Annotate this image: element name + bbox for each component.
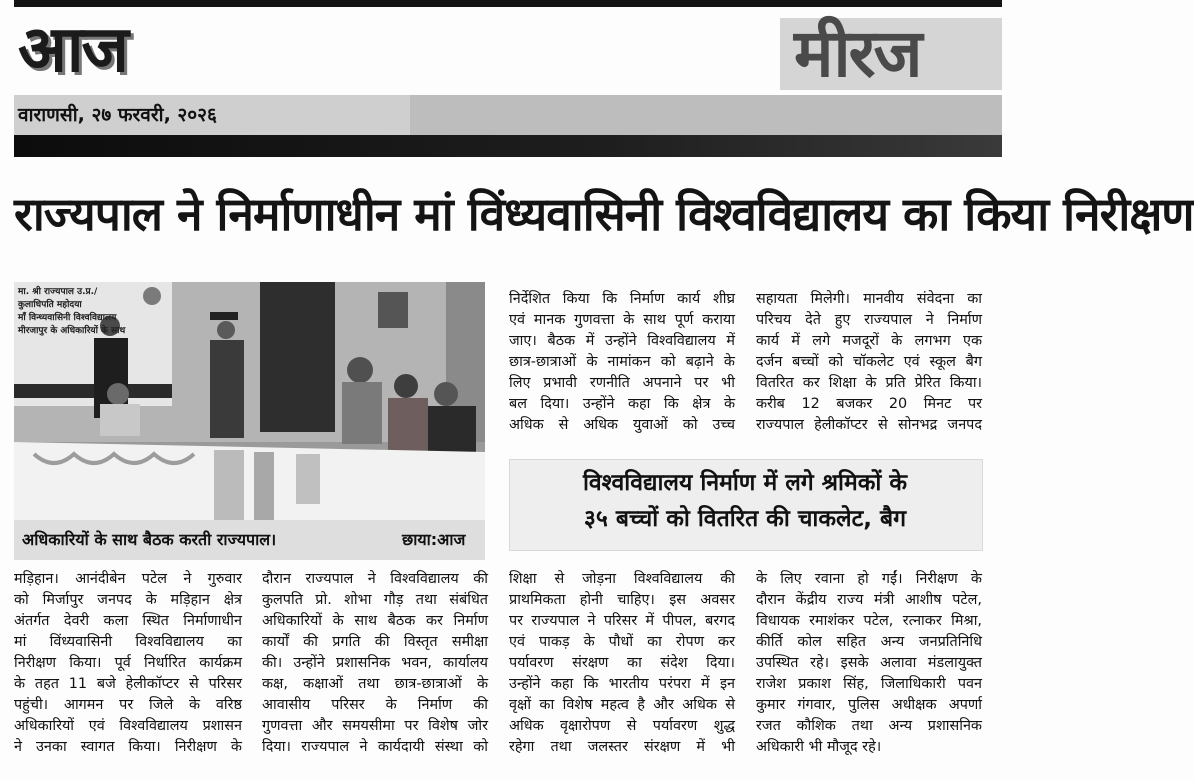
upper-column-4 (756, 289, 982, 436)
subheadline (509, 465, 981, 537)
text-line: पहुंची। आगमन पर जिले के वरिष्ठ (14, 697, 242, 713)
subheadline-line: विश्वविद्यालय निर्माण में लगे श्रमिकों के (582, 470, 908, 496)
text-line: अधिकारी भी मौजूद रहे। (756, 739, 882, 755)
text-line: के लिए रवाना हो गईं। निरीक्षण के (756, 571, 982, 587)
text-line: अधिक वृक्षारोपण से पर्यावरण शुद्ध (509, 718, 735, 734)
top-rule (14, 0, 1002, 7)
photo-caption: अधिकारियों के साथ बैठक करती राज्यपाल। (22, 530, 277, 549)
text-line: दिया। राज्यपाल ने कार्यदायी संस्था को (262, 739, 488, 755)
dateline: वाराणसी, २७ फरवरी, २०२६ (14, 95, 410, 135)
photo-banner-text (18, 286, 158, 338)
upper-column-3 (509, 289, 735, 436)
text-line: के तहत 11 बजे हेलीकॉप्टर से परिसर (14, 676, 242, 692)
text-line: सहायता मिलेगी। मानवीय संवेदना का (756, 291, 982, 307)
text-line: अधिकारियों के साथ बैठक कर निर्माण (262, 613, 488, 629)
text-line: दौरान राज्यपाल ने विश्वविद्यालय की (262, 571, 488, 587)
text-line: एवं मानक गुणवत्ता के साथ पूर्ण कराया (509, 312, 735, 328)
text-line: कुमार गंगवार, पुलिस अधीक्षक अपर्णा (756, 697, 982, 713)
masthead-rule (14, 135, 1002, 157)
masthead-band (410, 95, 1002, 135)
headline: राज्यपाल ने निर्माणाधीन मां विंध्यवासिनी विश्वविद्यालय का किया निरीक्षण (14, 187, 1194, 241)
text-line: उन्होंने कहा कि भारतीय परंपरा में इन (509, 676, 735, 692)
column-2 (262, 569, 488, 758)
text-line: रहेगा तथा जलस्तर संरक्षण में भी (509, 739, 735, 755)
text-line: बल दिया। उन्होंने कहा कि क्षेत्र के (509, 396, 735, 412)
text-line: कार्यों की प्रगति की विस्तृत समीक्षा (262, 634, 488, 650)
text-line: करीब 12 बजकर 20 मिनट पर (756, 396, 982, 412)
column-3 (509, 569, 735, 758)
text-line: रजत कौशिक तथा अन्य प्रशासनिक (756, 718, 982, 734)
text-line: अधिक से अधिक युवाओं को उच्च (509, 417, 735, 433)
text-line: पर्यावरण संरक्षण का संदेश दिया। (509, 655, 735, 671)
text-line: राज्यपाल हेलीकॉप्टर से सोनभद्र जनपद (756, 417, 982, 433)
text-line: अंतर्गत देवरी कला स्थित निर्माणाधीन (14, 613, 242, 629)
text-line: को मिर्जापुर जनपद के मड़िहान क्षेत्र (14, 592, 242, 608)
text-line: अधिकारियों एवं विश्वविद्यालय प्रशासन (14, 718, 242, 734)
text-line: आवासीय परिसर के निर्माण की (262, 697, 488, 713)
text-line: गुणवत्ता और समयसीमा पर विशेष जोर (262, 718, 488, 734)
text-line: मां विंध्यवासिनी विश्वविद्यालय का (14, 634, 242, 650)
text-line: पर राज्यपाल ने परिसर में पीपल, बरगद (509, 613, 735, 629)
text-line: कुलपति प्रो. शोभा गौड़ तथा संबंधित (262, 592, 488, 608)
photo-credit: छाया:आज (402, 530, 466, 549)
text-line: मड़िहान। आनंदीबेन पटेल ने गुरुवार (14, 571, 242, 587)
text-line: दर्जन बच्चों को चॉकलेट एवं स्कूल बैग (756, 354, 982, 370)
text-line: एवं पाकड़ के पौधों का रोपण कर (509, 634, 735, 650)
text-line: कीर्ति कोल सहित अन्य जनप्रतिनिधि (756, 634, 982, 650)
banner-line: माँ विन्ध्यवासिनी विश्वविद्यालय (18, 313, 117, 323)
text-line: दौरान केंद्रीय राज्य मंत्री आशीष पटेल, (756, 592, 982, 608)
news-photo (14, 282, 485, 520)
text-line: छात्र-छात्राओं के नामांकन को बढ़ाने के (509, 354, 735, 370)
text-line: शिक्षा से जोड़ना विश्वविद्यालय की (509, 571, 735, 587)
column-4 (756, 569, 982, 758)
edition-name: मीरज (780, 18, 1002, 90)
banner-line: कुलाधिपति महोदया (18, 300, 82, 310)
text-line: कार्य में लगे मजदूरों के लगभग एक (756, 333, 982, 349)
text-line: जाए। बैठक में उन्होंने विश्वविद्यालय में (509, 333, 735, 349)
column-1 (14, 569, 242, 758)
text-line: कक्ष, कक्षाओं तथा छात्र-छात्राओं के (262, 676, 488, 692)
banner-line: मीरजापुर के अधिकारियों के साथ (18, 326, 126, 336)
text-line: वृक्षों का विशेष महत्व है और अधिक से (509, 697, 735, 713)
text-line: राजेश प्रकाश सिंह, जिलाधिकारी पवन (756, 676, 982, 692)
subheadline-line: ३५ बच्चों को वितरित की चाकलेट, बैग (583, 506, 907, 532)
text-line: ने उनका स्वागत किया। निरीक्षण के (14, 739, 242, 755)
masthead-logo: आज (18, 13, 127, 87)
text-line: विधायक रमाशंकर पटेल, रत्नाकर मिश्रा, (756, 613, 982, 629)
text-line: लिए प्रभावी रणनीति अपनाने पर भी (509, 375, 735, 391)
text-line: निरीक्षण किया। पूर्व निर्धारित कार्यक्रम (14, 655, 242, 671)
text-line: वितरित कर शिक्षा के प्रति प्रेरित किया। (756, 375, 982, 391)
text-line: परिचय देते हुए राज्यपाल ने निर्माण (756, 312, 982, 328)
text-line: निर्देशित किया कि निर्माण कार्य शीघ्र (509, 291, 735, 307)
text-line: की। उन्होंने प्रशासनिक भवन, कार्यालय (262, 655, 488, 671)
text-line: उपस्थित रहे। इसके अलावा मंडलायुक्त (756, 655, 982, 671)
banner-line: मा. श्री राज्यपाल उ.प्र./ (18, 287, 98, 297)
text-line: प्राथमिकता होनी चाहिए। इस अवसर (509, 592, 735, 608)
